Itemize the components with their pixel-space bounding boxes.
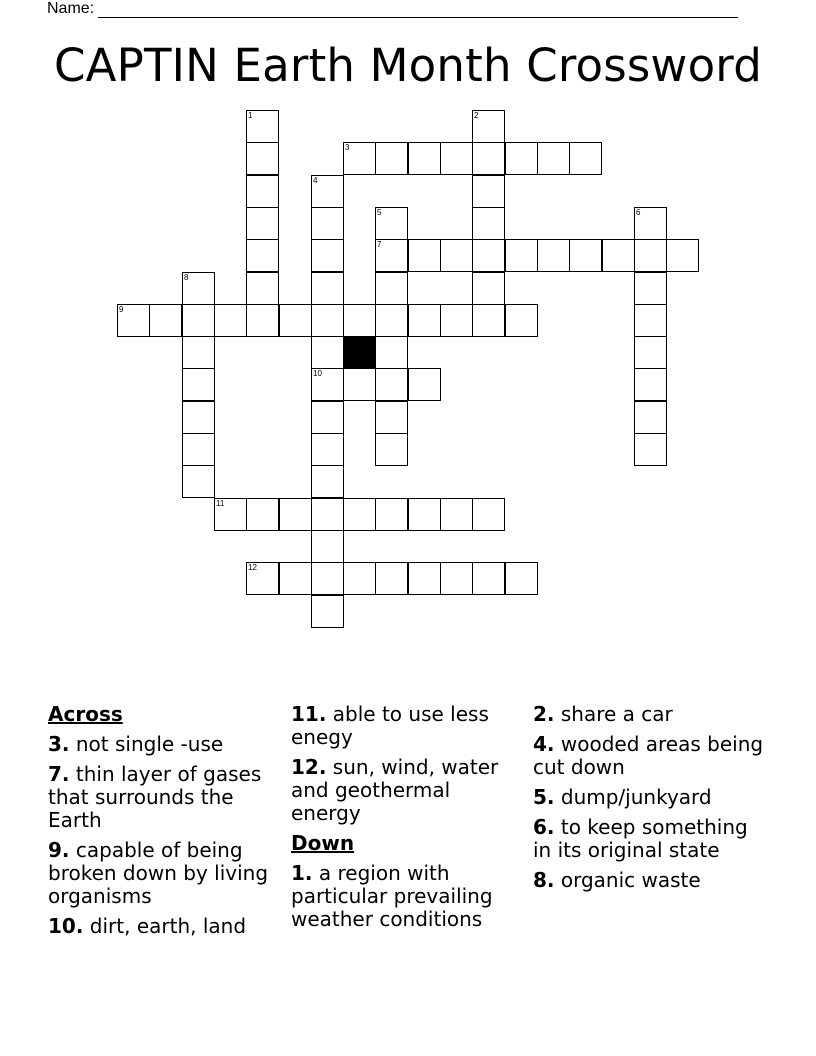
grid-cell[interactable] (472, 498, 505, 531)
grid-cell[interactable] (375, 498, 408, 531)
clue-number: 7. (48, 762, 70, 786)
grid-cell[interactable] (602, 239, 635, 272)
grid-cell[interactable] (375, 562, 408, 595)
clue-column-1 (48, 703, 280, 945)
clue-across-7 (48, 763, 280, 832)
cell-number: 3 (345, 143, 350, 152)
clue-across-12 (291, 756, 523, 825)
name-label: Name: (47, 0, 95, 17)
cell-number: 5 (377, 208, 382, 217)
grid-cell[interactable] (375, 207, 408, 240)
clue-column-3 (533, 703, 765, 899)
grid-cell[interactable] (343, 562, 376, 595)
grid-cell[interactable] (343, 368, 376, 401)
grid-cell[interactable] (440, 498, 473, 531)
grid-cell[interactable] (375, 433, 408, 466)
across-heading: Across (48, 702, 123, 726)
grid-cell[interactable] (311, 562, 344, 595)
clue-text: not single -use (75, 732, 224, 756)
grid-cell[interactable] (537, 142, 570, 175)
grid-cell[interactable] (182, 368, 215, 401)
cell-number: 8 (184, 273, 189, 282)
cell-number: 2 (474, 111, 479, 120)
clue-text: wooded areas being cut down (533, 732, 764, 779)
clue-number: 11. (291, 702, 327, 726)
grid-cell[interactable] (311, 465, 344, 498)
clue-column-2 (291, 703, 523, 938)
clue-number: 10. (48, 914, 84, 938)
grid-cell[interactable] (182, 401, 215, 434)
grid-cell[interactable] (440, 142, 473, 175)
grid-cell[interactable] (408, 562, 441, 595)
grid-cell[interactable] (472, 110, 505, 143)
cell-number: 11 (216, 499, 225, 508)
grid-cell[interactable] (472, 207, 505, 240)
clue-number: 2. (533, 702, 555, 726)
grid-cell[interactable] (279, 562, 312, 595)
grid-cell[interactable] (375, 336, 408, 369)
grid-cell[interactable] (279, 498, 312, 531)
cell-number: 7 (377, 240, 382, 249)
grid-cell[interactable] (311, 272, 344, 305)
grid-cell[interactable] (311, 595, 344, 628)
grid-cell[interactable] (375, 272, 408, 305)
clue-down-2 (533, 703, 765, 726)
clue-down-4 (533, 733, 765, 779)
clue-text: capable of being broken down by living organisms (48, 838, 269, 908)
grid-cell[interactable] (279, 304, 312, 337)
grid-cell[interactable] (311, 304, 344, 337)
grid-cell[interactable] (343, 498, 376, 531)
grid-cell[interactable] (246, 142, 279, 175)
grid-cell[interactable] (634, 433, 667, 466)
grid-cell[interactable] (246, 498, 279, 531)
grid-cell[interactable] (182, 433, 215, 466)
grid-cell[interactable] (472, 272, 505, 305)
clue-text: dirt, earth, land (89, 914, 247, 938)
grid-cell[interactable] (182, 304, 215, 337)
clue-number: 1. (291, 861, 313, 885)
grid-cell[interactable] (311, 239, 344, 272)
cell-number: 12 (248, 563, 257, 572)
clue-across-11 (291, 703, 523, 749)
grid-cell[interactable] (246, 207, 279, 240)
grid-cell[interactable] (408, 239, 441, 272)
grid-cell[interactable] (472, 239, 505, 272)
grid-cell[interactable] (343, 142, 376, 175)
grid-cell[interactable] (634, 207, 667, 240)
clue-down-8 (533, 869, 765, 892)
grid-cell[interactable] (408, 142, 441, 175)
grid-cell[interactable] (375, 368, 408, 401)
clue-text: to keep something in its original state (533, 815, 748, 862)
grid-cell[interactable] (505, 304, 538, 337)
grid-cell[interactable] (472, 304, 505, 337)
clue-number: 9. (48, 838, 70, 862)
grid-cell[interactable] (472, 562, 505, 595)
grid-cell[interactable] (440, 239, 473, 272)
grid-cell[interactable] (246, 239, 279, 272)
grid-cell[interactable] (505, 142, 538, 175)
grid-cell[interactable] (375, 304, 408, 337)
grid-cell[interactable] (408, 498, 441, 531)
grid-cell[interactable] (505, 562, 538, 595)
grid-cell[interactable] (634, 368, 667, 401)
clue-across-10 (48, 915, 280, 938)
grid-cell[interactable] (375, 239, 408, 272)
clue-down-6 (533, 816, 765, 862)
grid-cell[interactable] (214, 498, 247, 531)
clue-across-3 (48, 733, 280, 756)
cell-number: 10 (313, 369, 322, 378)
grid-cell[interactable] (214, 304, 247, 337)
grid-cell[interactable] (311, 498, 344, 531)
grid-cell[interactable] (246, 110, 279, 143)
grid-cell[interactable] (311, 207, 344, 240)
grid-cell[interactable] (634, 401, 667, 434)
grid-cell[interactable] (311, 336, 344, 369)
clue-down-1 (291, 862, 523, 931)
grid-cell[interactable] (182, 272, 215, 305)
cell-number: 9 (119, 305, 124, 314)
clue-number: 6. (533, 815, 555, 839)
cell-number: 1 (248, 111, 253, 120)
clue-text: a region with particular prevailing weather conditions (291, 861, 493, 931)
clue-text: dump/junkyard (560, 785, 712, 809)
grid-cell[interactable] (246, 304, 279, 337)
grid-cell[interactable] (311, 368, 344, 401)
black-square (343, 336, 376, 369)
clue-text: able to use less enegy (291, 702, 489, 749)
clue-text: organic waste (560, 868, 701, 892)
grid-cell[interactable] (375, 142, 408, 175)
grid-cell[interactable] (246, 562, 279, 595)
grid-cell[interactable] (408, 368, 441, 401)
grid-cell[interactable] (440, 562, 473, 595)
page-title: CAPTIN Earth Month Crossword (54, 39, 762, 92)
grid-cell[interactable] (311, 530, 344, 563)
grid-cell[interactable] (569, 239, 602, 272)
grid-cell[interactable] (440, 304, 473, 337)
clue-number: 8. (533, 868, 555, 892)
grid-cell[interactable] (634, 336, 667, 369)
clue-number: 4. (533, 732, 555, 756)
grid-cell[interactable] (149, 304, 182, 337)
grid-cell[interactable] (472, 142, 505, 175)
grid-cell[interactable] (311, 175, 344, 208)
clue-number: 3. (48, 732, 70, 756)
grid-cell[interactable] (375, 401, 408, 434)
grid-cell[interactable] (666, 239, 699, 272)
grid-cell[interactable] (311, 433, 344, 466)
clue-number: 12. (291, 755, 327, 779)
clue-text: share a car (560, 702, 673, 726)
clue-text: sun, wind, water and geothermal energy (291, 755, 499, 825)
clue-across-9 (48, 839, 280, 908)
grid-cell[interactable] (537, 239, 570, 272)
grid-cell[interactable] (634, 239, 667, 272)
grid-cell[interactable] (505, 239, 538, 272)
down-heading: Down (291, 831, 355, 855)
grid-cell[interactable] (246, 175, 279, 208)
grid-cell[interactable] (182, 336, 215, 369)
grid-cell[interactable] (117, 304, 150, 337)
clue-down-5 (533, 786, 765, 809)
grid-cell[interactable] (408, 304, 441, 337)
grid-cell[interactable] (569, 142, 602, 175)
grid-cell[interactable] (182, 465, 215, 498)
grid-cell[interactable] (343, 304, 376, 337)
grid-cell[interactable] (246, 272, 279, 305)
cell-number: 4 (313, 176, 318, 185)
clue-number: 5. (533, 785, 555, 809)
cell-number: 6 (636, 208, 641, 217)
grid-cell[interactable] (634, 304, 667, 337)
clue-text: thin layer of gases that surrounds the Earth (48, 762, 262, 832)
grid-cell[interactable] (634, 272, 667, 305)
grid-cell[interactable] (472, 175, 505, 208)
grid-cell[interactable] (311, 401, 344, 434)
